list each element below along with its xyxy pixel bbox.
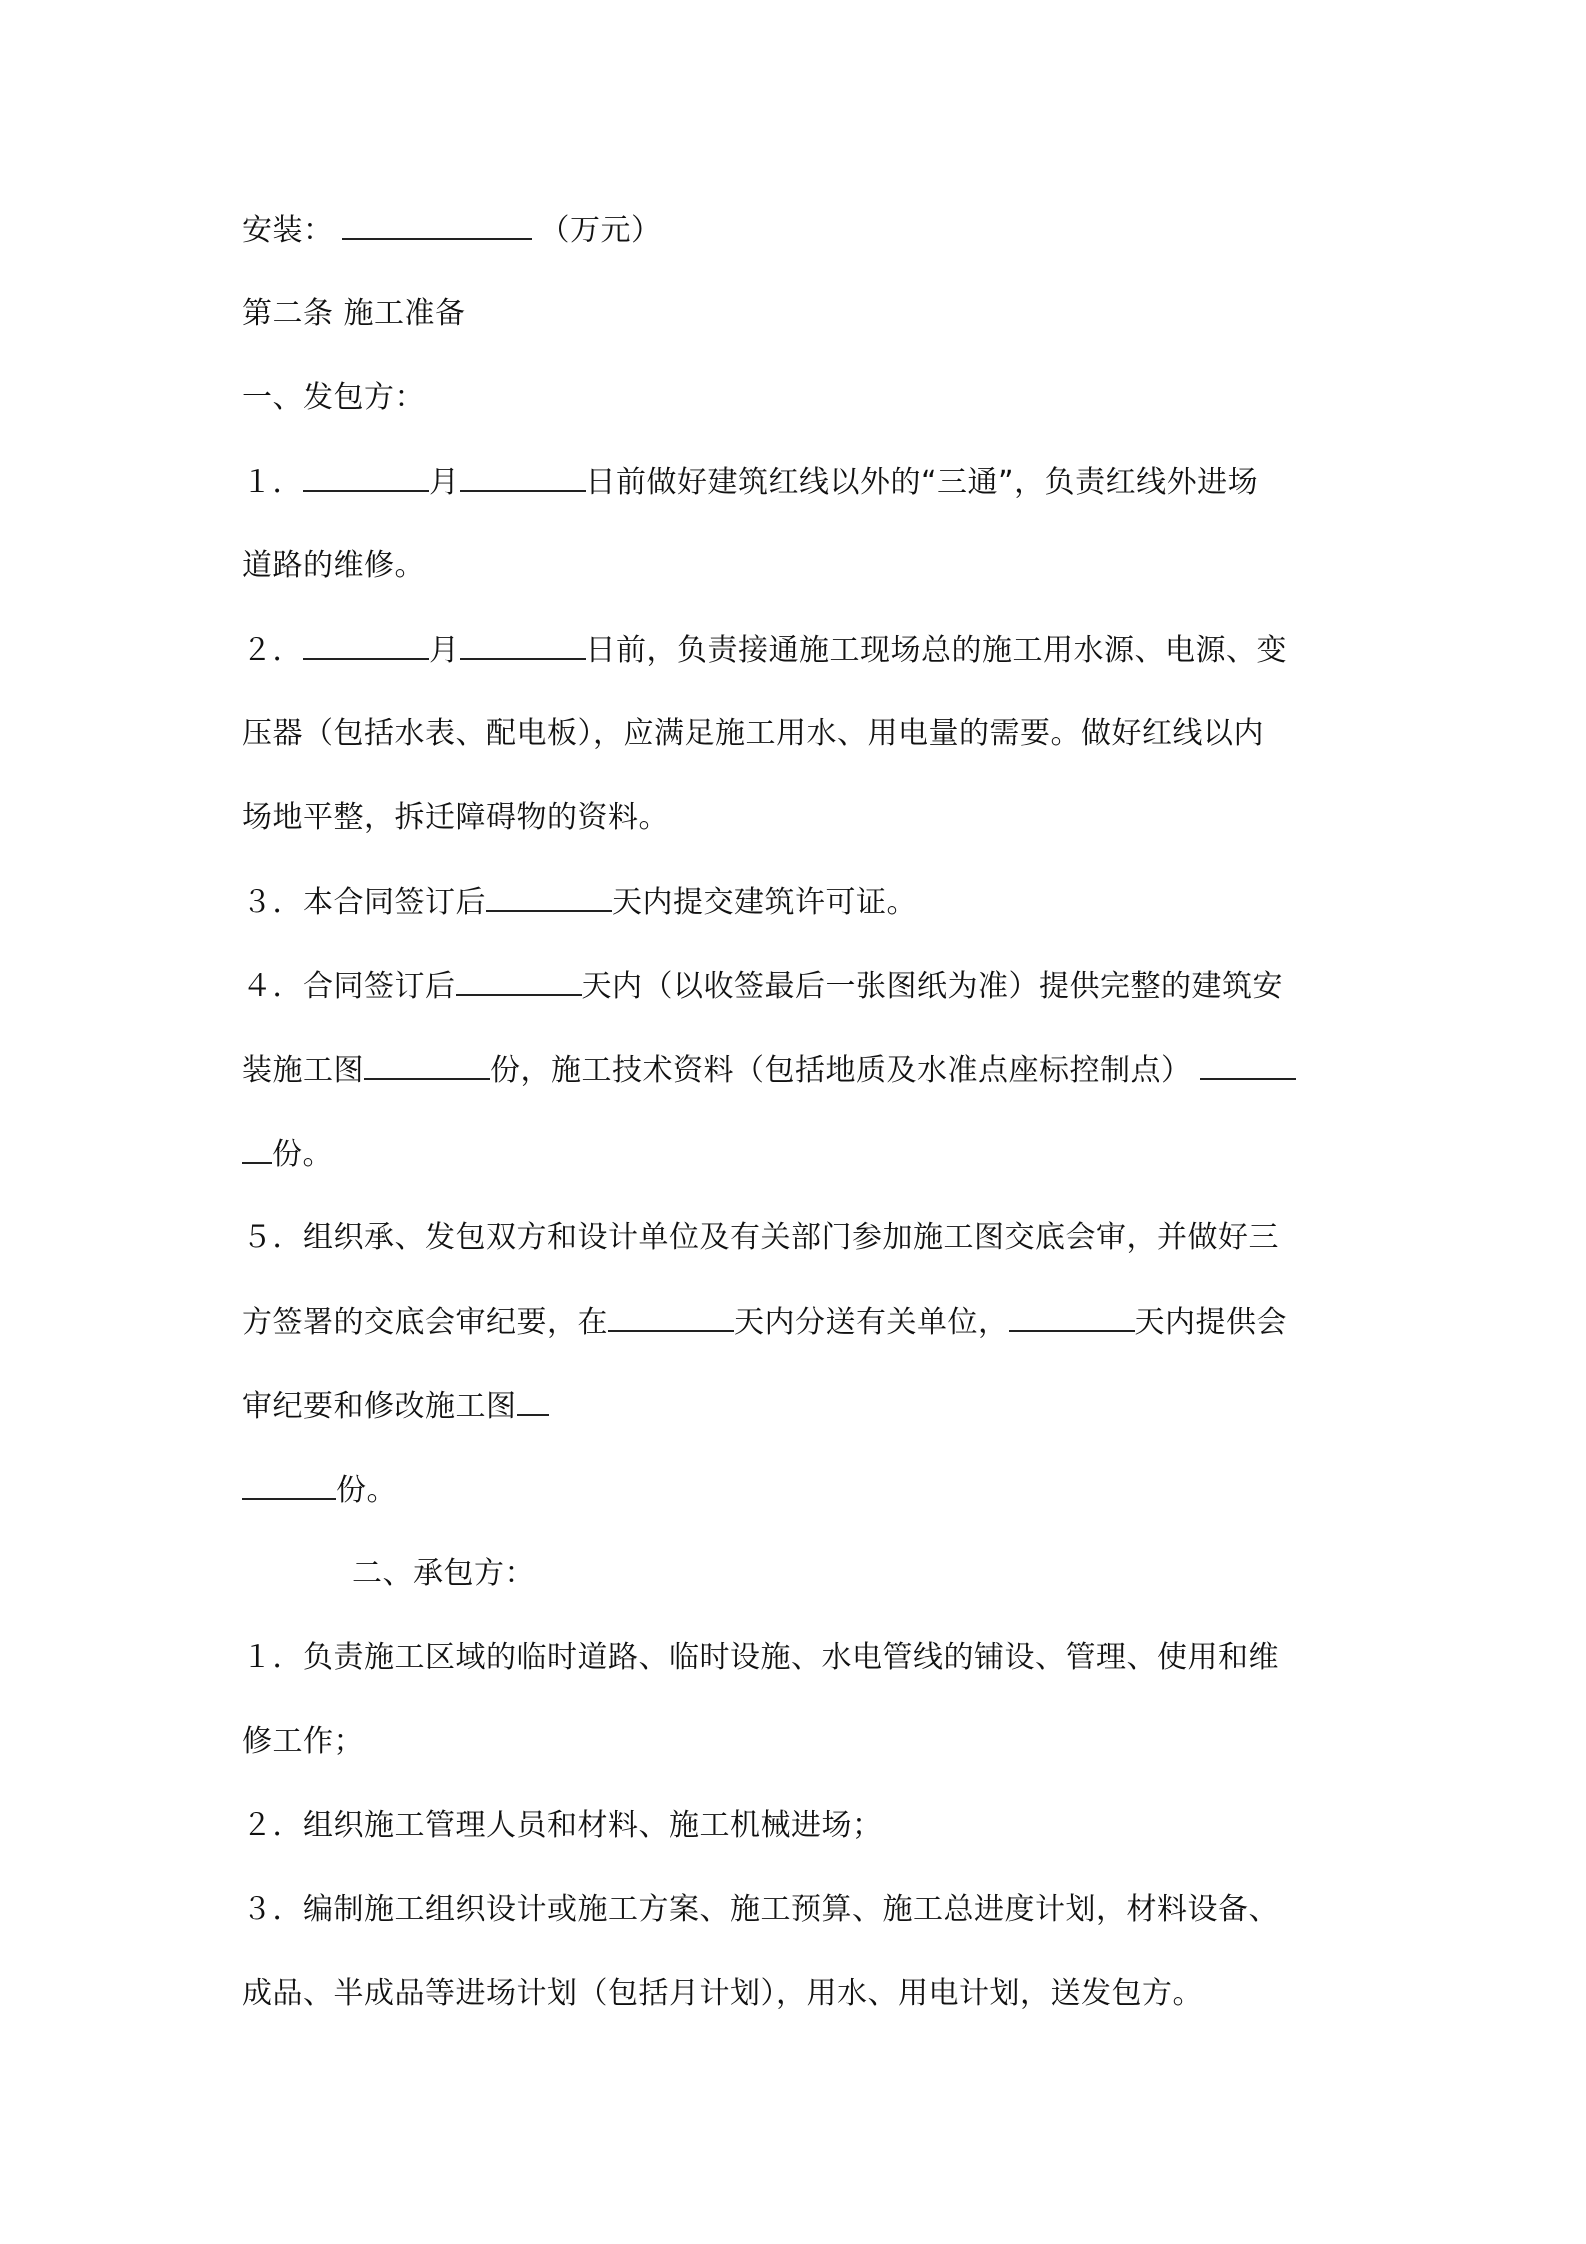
install-label: 安装：	[242, 213, 334, 248]
contractor-item-2	[242, 1806, 883, 1846]
blank-copies[interactable]	[517, 1386, 549, 1416]
blank-days[interactable]	[456, 966, 582, 996]
item-text: 天内（以收签最后一张图纸为准）提供完整的建筑安	[581, 969, 1283, 1004]
item-text: 天内分送有关单位，	[734, 1305, 1009, 1340]
month-label: 月	[429, 465, 460, 500]
item-text: ５．组织承、发包双方和设计单位及有关部门参加施工图交底会审，并做好三	[242, 1220, 1279, 1255]
blank-copies[interactable]	[364, 1050, 490, 1080]
item-text: 方签署的交底会审纪要，在	[242, 1305, 608, 1340]
item-text: 压器（包括水表、配电板），应满足施工用水、用电量的需要。做好红线以内	[242, 716, 1264, 751]
article-heading-text: 第二条 施工准备	[242, 296, 466, 331]
item-text: ３．本合同签订后	[242, 885, 486, 920]
contractor-item-3-cont	[242, 1974, 1203, 2014]
blank-copies-tech-cont[interactable]	[242, 1134, 272, 1164]
item-number: １．	[242, 465, 303, 500]
item-text: 日前，负责接通施工现场总的施工用水源、电源、变	[585, 633, 1287, 668]
item-text: 场地平整，拆迁障碍物的资料。	[242, 800, 669, 835]
item-text: ４．合同签订后	[242, 969, 456, 1004]
item-text: 日前做好建筑红线以外的“三通”，负责红线外进场	[585, 465, 1259, 500]
item-text: 天内提供会	[1134, 1305, 1287, 1340]
item-number: ２．	[242, 633, 303, 668]
employer-item-2	[242, 630, 1287, 671]
line-install-amount	[242, 210, 662, 251]
item-text: １．负责施工区域的临时道路、临时设施、水电管线的铺设、管理、使用和维	[242, 1640, 1279, 1675]
section-heading-text: 一、发包方：	[242, 380, 425, 415]
contractor-item-1	[242, 1638, 1279, 1678]
item-text: 成品、半成品等进场计划（包括月计划），用水、用电计划，送发包方。	[242, 1976, 1203, 2011]
blank-install-amount[interactable]	[342, 210, 532, 240]
blank-month[interactable]	[303, 630, 429, 660]
employer-item-1	[242, 462, 1258, 503]
item-text: 审纪要和修改施工图	[242, 1389, 517, 1424]
employer-item-5-cont-2	[242, 1386, 549, 1427]
blank-days[interactable]	[1009, 1302, 1135, 1332]
item-text: 份，施工技术资料（包括地质及水准点座标控制点）	[490, 1053, 1192, 1088]
blank-days[interactable]	[608, 1302, 734, 1332]
item-text: ３．编制施工组织设计或施工方案、施工预算、施工总进度计划，材料设备、	[242, 1892, 1279, 1927]
item-text: 修工作；	[242, 1724, 364, 1759]
employer-section-heading	[242, 378, 425, 418]
employer-item-2-cont-2	[242, 798, 669, 838]
blank-copies-tech[interactable]	[1200, 1050, 1296, 1080]
item-text: 道路的维修。	[242, 548, 425, 583]
item-text: ２．组织施工管理人员和材料、施工机械进场；	[242, 1808, 883, 1843]
employer-item-5	[242, 1218, 1279, 1258]
item-text: 天内提交建筑许可证。	[612, 885, 917, 920]
blank-day[interactable]	[460, 630, 586, 660]
blank-month[interactable]	[303, 462, 429, 492]
item-text: 份。	[336, 1473, 397, 1508]
unit-label: （万元）	[539, 213, 662, 248]
employer-item-4-cont-1	[242, 1050, 1296, 1091]
contractor-item-1-cont	[242, 1722, 364, 1762]
blank-day[interactable]	[460, 462, 586, 492]
employer-item-3	[242, 882, 917, 923]
employer-item-4	[242, 966, 1283, 1007]
article-two-heading	[242, 294, 466, 334]
blank-days[interactable]	[486, 882, 612, 912]
item-text: 装施工图	[242, 1053, 364, 1088]
employer-item-2-cont-1	[242, 714, 1264, 754]
month-label: 月	[429, 633, 460, 668]
contractor-section-heading	[352, 1554, 535, 1594]
employer-item-4-cont-2	[242, 1134, 333, 1175]
item-text: 份。	[272, 1137, 333, 1172]
contractor-item-3	[242, 1890, 1279, 1930]
employer-item-1-cont	[242, 546, 425, 586]
section-heading-text: 二、承包方：	[352, 1556, 535, 1591]
blank-copies-cont[interactable]	[242, 1470, 336, 1500]
employer-item-5-cont-3	[242, 1470, 397, 1511]
employer-item-5-cont-1	[242, 1302, 1287, 1343]
